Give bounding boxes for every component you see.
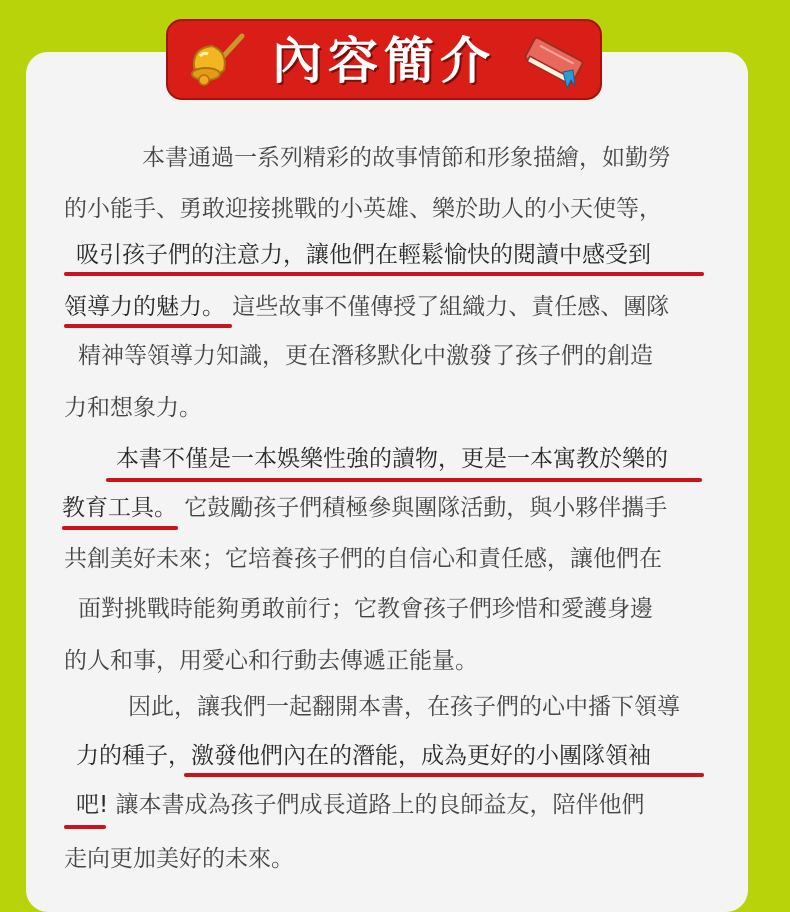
highlight-underline: [184, 773, 704, 777]
paragraph-1-line-4: [64, 292, 669, 322]
paragraph-2-line-5: 的人和事，用愛心和行動去傳遞正能量。: [64, 648, 478, 674]
highlight-underline: [62, 526, 178, 530]
paragraph-2-line-4: 面對挑戰時能夠勇敢前行；它教會孩子們珍惜和愛護身邊: [78, 596, 653, 622]
highlighted-text: 激發他們內在的潛能，成為更好的小團隊領袖: [191, 743, 651, 769]
highlight-underline: [106, 478, 702, 482]
paragraph-2-line-1: 本書不僅是一本娛樂性強的讀物，更是一本寓教於樂的: [116, 446, 668, 472]
highlight-underline: [64, 324, 232, 328]
paragraph-3-line-3: [76, 790, 645, 820]
book-icon: [517, 28, 591, 92]
paragraph-3-line-4: 走向更加美好的未來。: [64, 846, 294, 872]
paragraph-1-line-3: 吸引孩子們的注意力，讓他們在輕鬆愉快的閱讀中感受到: [76, 242, 651, 268]
bell-icon: [184, 30, 250, 94]
paragraph-3-line-1: 因此，讓我們一起翻開本書，在孩子們的心中播下領導: [128, 694, 680, 720]
body-text: 它鼓勵孩子們積極參與團隊活動，與小夥伴攜手: [177, 495, 668, 521]
paragraph-2-line-3: 共創美好未來；它培養孩子們的自信心和責任感，讓他們在: [64, 546, 662, 572]
page-title: 內容簡介: [272, 32, 496, 90]
paragraph-1-line-5: 精神等領導力知識，更在潛移默化中激發了孩子們的創造: [78, 343, 653, 369]
body-text: 這些故事不僅傳授了組織力、責任感、團隊: [225, 294, 670, 320]
highlighted-text: 領導力的魅力。: [64, 294, 225, 320]
paragraph-1-line-1: 本書通過一系列精彩的故事情節和形象描繪，如勤勞: [142, 145, 671, 171]
highlighted-text: 力的種子，: [76, 743, 191, 769]
content-card: [26, 52, 748, 912]
paragraph-1-line-6: 力和想象力。: [64, 395, 202, 421]
body-text: 讓本書成為孩子們成長道路上的良師益友，陪伴他們: [108, 792, 645, 818]
paragraph-2-line-2: [62, 493, 667, 523]
highlighted-text: 教育工具。: [62, 495, 177, 521]
paragraph-1-line-2: 的小能手、勇敢迎接挑戰的小英雄、樂於助人的小天使等，: [64, 196, 662, 222]
highlight-underline: [64, 825, 106, 829]
highlight-underline: [64, 272, 704, 276]
highlighted-text: 吧!: [76, 792, 109, 818]
paragraph-3-line-2: [76, 741, 651, 771]
